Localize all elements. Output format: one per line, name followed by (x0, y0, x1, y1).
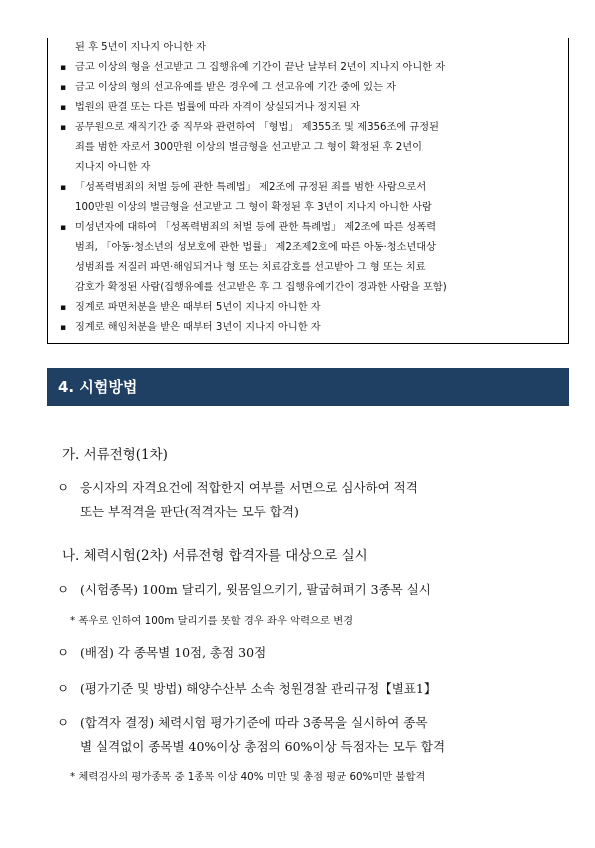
item-text: (배점) 각 종목별 10점, 총점 30점 (80, 645, 267, 660)
bullet-icon: ▪ (60, 223, 67, 233)
item-text: 응시자의 자격요건에 적합한지 여부를 서면으로 심사하여 적격 (80, 480, 418, 495)
item-text: 별 실격없이 종목별 40%이상 총점의 60%이상 득점자는 모두 합격 (80, 739, 446, 754)
subsection-a-heading: 가. 서류전형(1차) (62, 447, 168, 463)
item-text: 징계로 해임처분을 받은 때부터 3년이 지나지 아니한 자 (75, 322, 321, 333)
item-text: 지나지 아니한 자 (75, 162, 151, 173)
item-text: 「성폭력범죄의 처벌 등에 관한 특례법」 제2조에 규정된 죄를 범한 사람으로서 (75, 182, 427, 193)
list-item (48, 298, 568, 318)
item-text: (평가기준 및 방법) 해양수산부 소속 청원경찰 관리규정【별표1】 (80, 681, 437, 696)
item-text: 감호가 확정된 사람(집행유예를 선고받은 후 그 집행유예기간이 경과한 사람을 포함) (75, 282, 447, 293)
item-text: 범죄, 「아동·청소년의 성보호에 관한 법률」 제2조제2호에 따른 아동·청소년대상 (75, 242, 436, 253)
circle-bullet-icon: ㅇ (57, 582, 70, 597)
circle-bullet-icon: ㅇ (57, 681, 70, 696)
continuation-text: 된 후 5년이 지나지 아니한 자 (75, 42, 206, 53)
list-item (48, 318, 568, 338)
item-text: (시험종목) 100m 달리기, 윗몸일으키기, 팔굽혀펴기 3종목 실시 (80, 582, 431, 597)
item-text: (합격자 결정) 체력시험 평가기준에 따라 3종목을 실시하여 종목 (80, 715, 428, 730)
disqualification-box (47, 38, 569, 344)
item-text: 성범죄를 저질러 파면·해임되거나 형 또는 치료감호를 선고받아 그 형 또는 치료 (75, 262, 426, 273)
subsection-b-heading: 나. 체력시험(2차) 서류전형 합격자를 대상으로 실시 (62, 548, 368, 564)
item-text: 또는 부적격을 판단(적격자는 모두 합격) (80, 504, 299, 519)
list-item (48, 178, 568, 218)
item-text: 금고 이상의 형의 선고유예를 받은 경우에 그 선고유예 기간 중에 있는 자 (75, 82, 397, 93)
bullet-icon: ▪ (60, 103, 67, 113)
item-text: 100만원 이상의 벌금형을 선고받고 그 형이 확정된 후 3년이 지나지 아니한 사람 (75, 202, 432, 213)
note-text: * 체력검사의 평가종목 중 1종목 이상 40% 미만 및 총점 평균 60%미만 불합격 (70, 771, 426, 783)
item-text: 공무원으로 재직기간 중 직무와 관련하여 「형법」 제355조 및 제356조에 규정된 (75, 122, 439, 133)
item-text: 법원의 판결 또는 다른 법률에 따라 자격이 상실되거나 정지된 자 (75, 102, 361, 113)
item-text: 징계로 파면처분을 받은 때부터 5년이 지나지 아니한 자 (75, 302, 321, 313)
list-item (48, 78, 568, 98)
item-text: 미성년자에 대하여 「성폭력범죄의 처벌 등에 관한 특례법」 제2조에 따른 성폭력 (75, 222, 437, 233)
section-header: 4. 시험방법 (47, 368, 569, 406)
bullet-icon: ▪ (60, 123, 67, 133)
list-item (48, 118, 568, 178)
item-text: 죄를 범한 자로서 300만원 이상의 벌금형을 선고받고 그 형이 확정된 후 2년이 (75, 142, 422, 153)
note-text: * 폭우로 인하여 100m 달리기를 못할 경우 좌우 악력으로 변경 (70, 615, 354, 627)
bullet-icon: ▪ (60, 183, 67, 193)
circle-bullet-icon: ㅇ (57, 645, 70, 660)
item-text: 금고 이상의 형을 선고받고 그 집행유예 기간이 끝난 날부터 2년이 지나지 아니한 자 (75, 62, 446, 73)
circle-bullet-icon: ㅇ (57, 715, 70, 730)
bullet-icon: ▪ (60, 83, 67, 93)
list-item (48, 38, 568, 58)
list-item (48, 58, 568, 78)
circle-bullet-icon: ㅇ (57, 480, 70, 495)
bullet-icon: ▪ (60, 323, 67, 333)
bullet-icon: ▪ (60, 303, 67, 313)
list-item (48, 98, 568, 118)
list-item (48, 218, 568, 298)
bullet-icon: ▪ (60, 63, 67, 73)
